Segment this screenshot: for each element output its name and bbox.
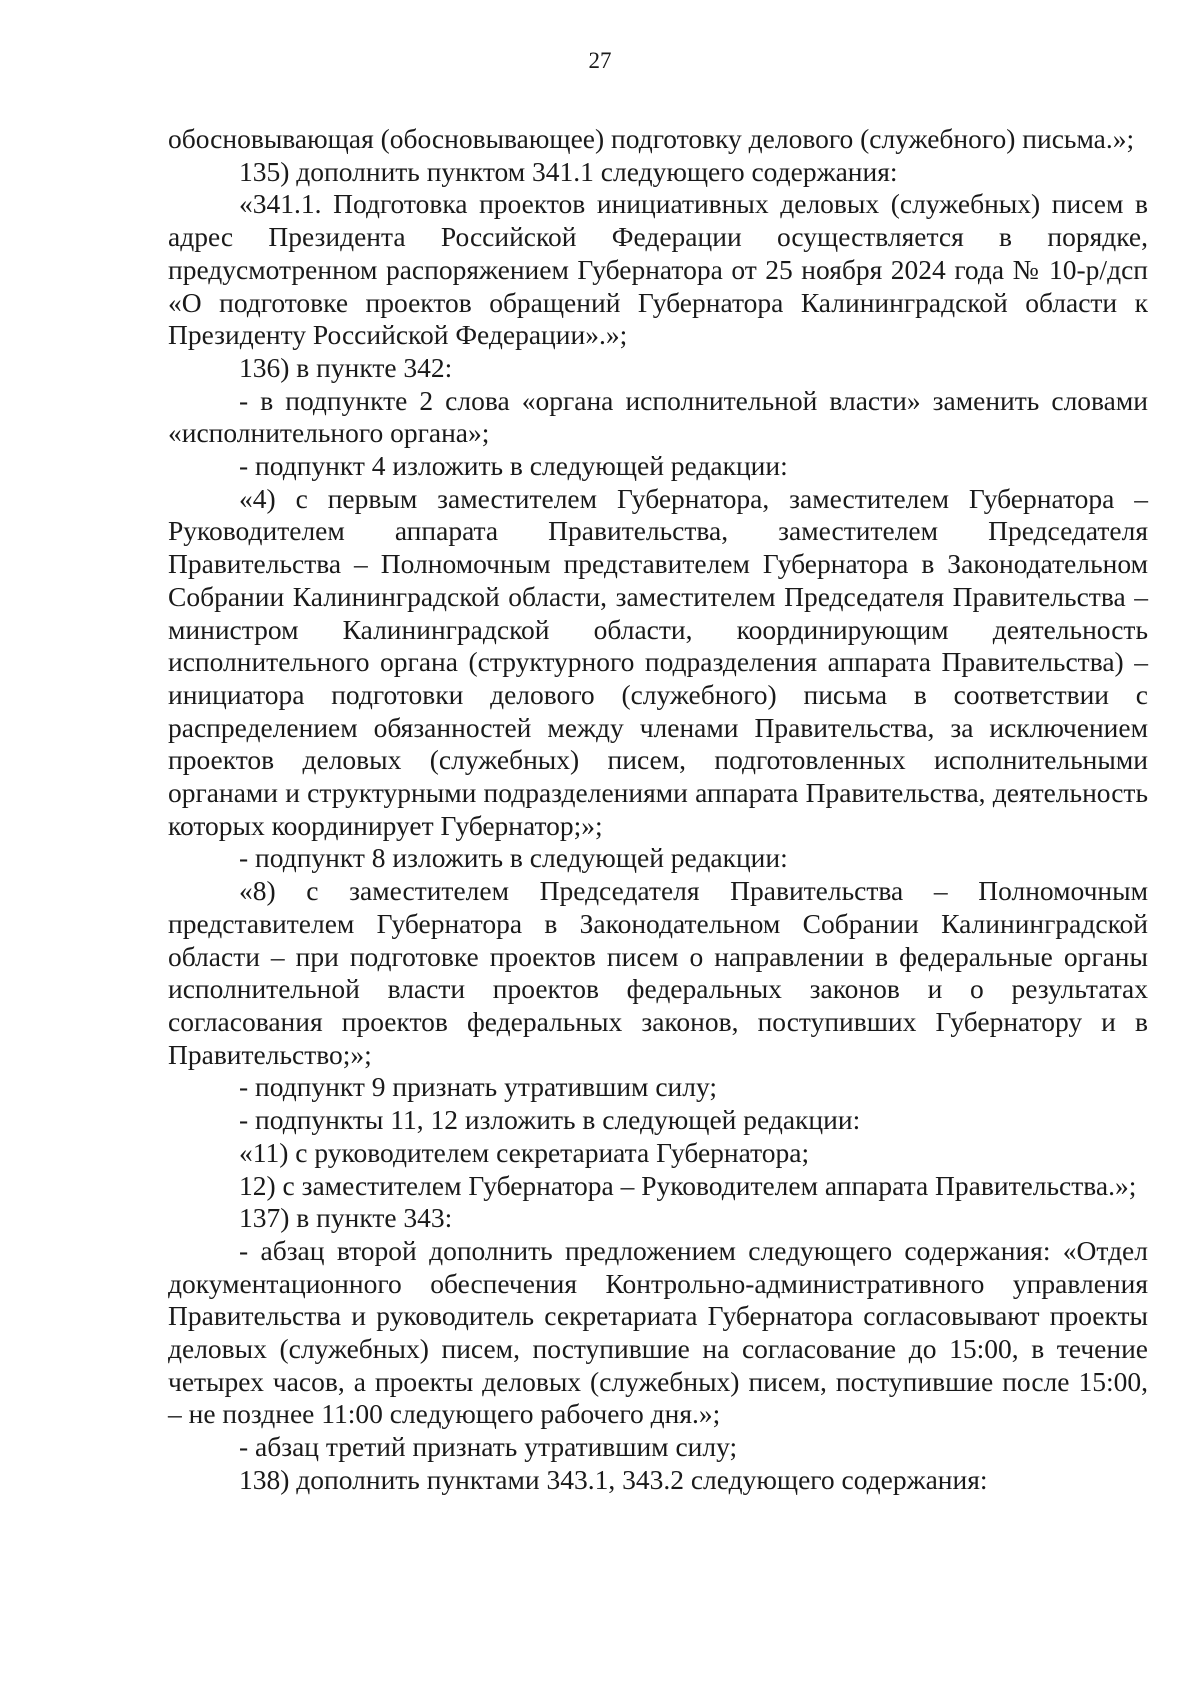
paragraph-10: - подпункт 9 признать утратившим силу; — [239, 1071, 718, 1103]
paragraph-1: обосновывающая (обосновывающее) подготовку делового (служебного) письма.»; — [168, 123, 1135, 154]
paragraph-2: 135) дополнить пунктом 341.1 следующего содержания: — [239, 155, 898, 187]
paragraph-3: «341.1. Подготовка проектов инициативных деловых (служебных) писем в адрес Президента Российской Федерации осуществляется в порядке, предусмотренном распоряжением Губернатора от 25 ноября 2024 года № 10-р/дсп «О подготовке проектов обращений Губернатора Калининградской области к Президенту Российской Федерации».»; — [168, 188, 1148, 351]
document-body — [168, 123, 1148, 1497]
paragraph-4: 136) в пункте 342: — [239, 351, 453, 383]
paragraph-8: - подпункт 8 изложить в следующей редакции: — [239, 842, 788, 874]
paragraph-5: - в подпункте 2 слова «органа исполнительной власти» заменить словами «исполнительного органа»; — [168, 384, 1148, 449]
paragraph-16: - абзац третий признать утратившим силу; — [239, 1431, 738, 1463]
paragraph-14: 137) в пункте 343: — [239, 1202, 453, 1234]
paragraph-9: «8) с заместителем Председателя Правительства – Полномочным представителем Губернатора в Законодательном Собрании Калининградской области – при подготовке проектов писем о направлении в федеральные органы исполнительной власти проектов федеральных законов и о результатах согласования проектов федеральных законов, поступивших Губернатору и в Правительство;»; — [168, 875, 1148, 1070]
paragraph-15: - абзац второй дополнить предложением следующего содержания: «Отдел документационного обеспечения Контрольно-административного управления Правительства и руководитель секретариата Губернатора согласовывают проекты деловых (служебных) писем, поступившие на согласование до 15:00, в течение четырех часов, а проекты деловых (служебных) писем, поступившие после 15:00, – не позднее 11:00 следующего рабочего дня.»; — [168, 1234, 1148, 1430]
paragraph-11: - подпункты 11, 12 изложить в следующей редакции: — [239, 1104, 861, 1136]
paragraph-7: «4) с первым заместителем Губернатора, заместителем Губернатора – Руководителем аппарата Правительства, заместителем Председателя Правительства – Полномочным представителем Губернатора в Законодательном Собрании Калининградской области, заместителем Председателя Правительства – министром Калининградской области, координирующим деятельность исполнительного органа (структурного подразделения аппарата Правительства) – инициатора подготовки делового (служебного) письма в соответствии с распределением обязанностей между членами Правительства, за исключением проектов деловых (служебных) писем, подготовленных исполнительными органами и структурными подразделениями аппарата Правительства, деятельность которых координирует Губернатор;»; — [168, 482, 1148, 841]
paragraph-17: 138) дополнить пунктами 343.1, 343.2 следующего содержания: — [239, 1463, 988, 1495]
page-number: 27 — [588, 48, 612, 73]
paragraph-13: 12) с заместителем Губернатора – Руководителем аппарата Правительства.»; — [239, 1169, 1137, 1201]
paragraph-6: - подпункт 4 изложить в следующей редакции: — [239, 450, 788, 482]
paragraph-12: «11) с руководителем секретариата Губернатора; — [239, 1136, 810, 1168]
